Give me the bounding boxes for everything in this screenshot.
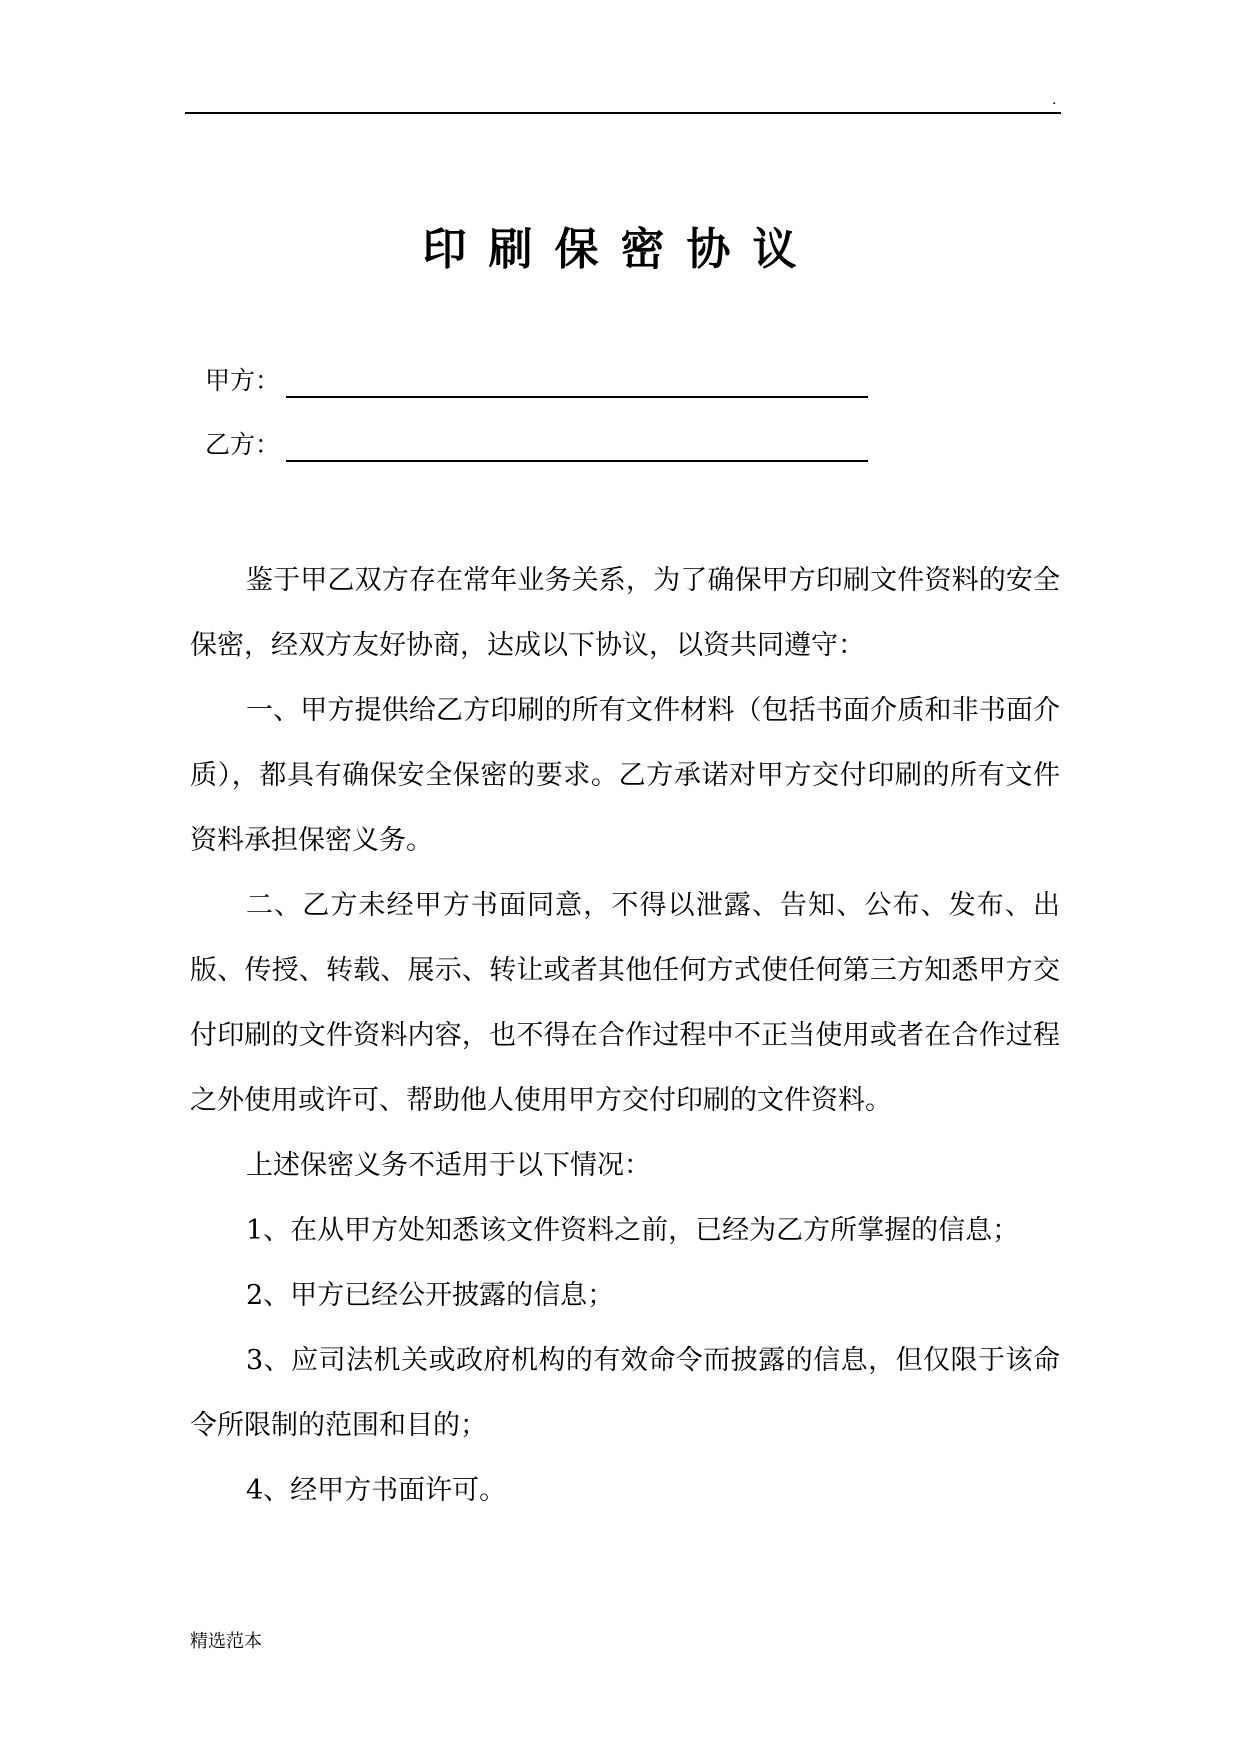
paragraph-exception-4: 4、经甲方书面许可。	[246, 1475, 507, 1506]
paragraph-exception-3: 3、应司法机关或政府机构的有效命令而披露的信息，但仅限于该命令所限制的范围和目的；	[190, 1345, 1060, 1441]
party-a-label: 甲方：	[205, 366, 281, 395]
paragraph-exception-1: 1、在从甲方处知悉该文件资料之前，已经为乙方所掌握的信息；	[246, 1215, 1020, 1246]
party-b-label: 乙方：	[205, 430, 281, 459]
party-a-line	[205, 364, 868, 398]
paragraph-intro: 鉴于甲乙双方存在常年业务关系，为了确保甲方印刷文件资料的安全保密，经双方友好协商，达成以下协议，以资共同遵守：	[190, 565, 1060, 661]
party-a-blank	[286, 366, 868, 398]
paragraph-exceptions-heading: 上述保密义务不适用于以下情况：	[246, 1150, 651, 1181]
header-mark: .	[1052, 92, 1057, 108]
paragraph-clause-2: 二、乙方未经甲方书面同意，不得以泄露、告知、公布、发布、出版、传授、转载、展示、转让或者其他任何方式使任何第三方知悉甲方交付印刷的文件资料内容，也不得在合作过程中不正当使用或者在合作过程之外使用或许可、帮助他人使用甲方交付印刷的文件资料。	[190, 890, 1060, 1116]
header-rule	[185, 112, 1061, 114]
footer-note: 精选范本	[190, 1631, 262, 1652]
party-b-line	[205, 428, 868, 462]
party-b-blank	[286, 430, 868, 462]
paragraph-clause-1: 一、甲方提供给乙方印刷的所有文件材料（包括书面介质和非书面介质），都具有确保安全保密的要求。乙方承诺对甲方交付印刷的所有文件资料承担保密义务。	[190, 695, 1060, 856]
paragraph-exception-2: 2、甲方已经公开披露的信息；	[246, 1280, 615, 1311]
agreement-body	[190, 548, 1060, 1523]
document-title: 印刷保密协议	[422, 224, 819, 275]
